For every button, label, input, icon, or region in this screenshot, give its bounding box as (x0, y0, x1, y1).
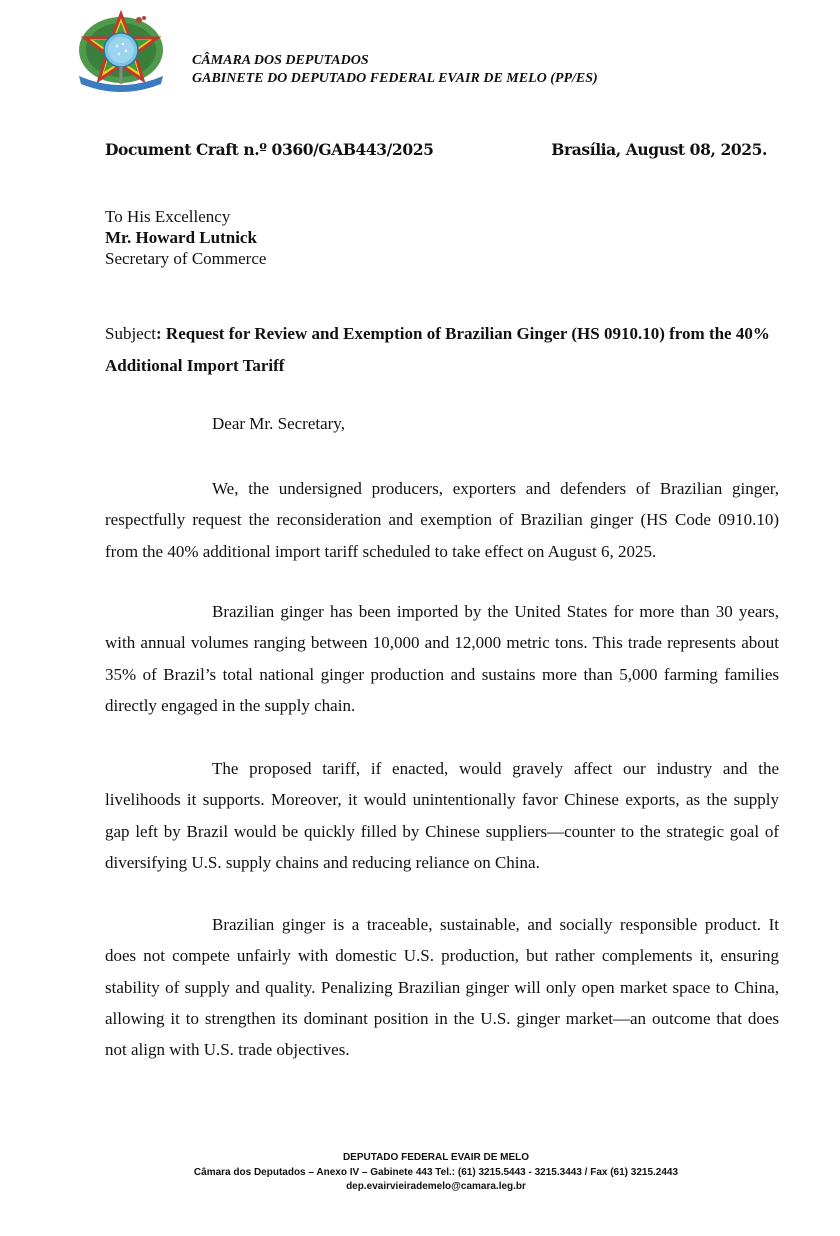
subject-text: : Request for Review and Exemption of Brazilian Ginger (HS 0910.10) from the 40% Additional Import Tariff (105, 324, 770, 375)
document-number: Document Craft n.º 0360/GAB443/2025 (105, 140, 434, 159)
addressee-block (105, 206, 266, 269)
reference-line (105, 140, 767, 159)
addressee-honorific: To His Excellency (105, 207, 231, 226)
header-institution (192, 52, 598, 88)
subject-label: Subject (105, 324, 156, 343)
coat-of-arms-icon (73, 10, 169, 92)
addressee-title: Secretary of Commerce (105, 249, 267, 268)
body-paragraph: We, the undersigned producers, exporters and defenders of Brazilian ginger, respectfully request the reconsideration and exemption of Brazilian ginger (HS Code 0910.10) from the 40% additional import tariff scheduled to take effect on August 6, 2025. (105, 479, 779, 561)
subject-line (105, 318, 780, 381)
footer-name: DEPUTADO FEDERAL EVAIR DE MELO (342, 1152, 530, 1163)
footer (0, 1151, 840, 1195)
footer-address: Câmara dos Deputados – Anexo IV – Gabinete 443 Tel.: (61) 3215.5443 - 3215.3443 / Fax (61) 3215.2443 (193, 1166, 679, 1178)
body-paragraph: Brazilian ginger has been imported by the United States for more than 30 years, with annual volumes ranging between 10,000 and 12,000 metric tons. This trade represents about 35% of Brazil’s total national ginger production and sustains more than 5,000 farming families directly engaged in the supply chain. (105, 602, 779, 715)
body-paragraph: Brazilian ginger is a traceable, sustainable, and socially responsible product. It does not compete unfairly with domestic U.S. production, but rather complements it, ensuring stability of supply and quality. Penalizing Brazilian ginger will only open market space to China, allowing it to strengthen its dominant position in the U.S. ginger market—an outcome that does not align with U.S. trade objectives. (105, 915, 779, 1060)
footer-email[interactable]: dep.evairvieirademelo@camara.leg.br (346, 1181, 526, 1192)
header-line-chamber: CÂMARA DOS DEPUTADOS (192, 53, 369, 68)
salutation: Dear Mr. Secretary, (212, 414, 345, 433)
place-date: Brasília, August 08, 2025. (551, 140, 767, 159)
body-paragraph: The proposed tariff, if enacted, would gravely affect our industry and the livelihoods it supports. Moreover, it would unintentionally favor Chinese exports, as the supply gap left by Brazil would be quickly filled by Chinese suppliers—counter to the strategic goal of diversifying U.S. supply chains and reducing reliance on China. (105, 759, 779, 872)
addressee-name: Mr. Howard Lutnick (105, 228, 257, 247)
header-line-office: GABINETE DO DEPUTADO FEDERAL EVAIR DE MELO (PP/ES) (192, 71, 598, 86)
